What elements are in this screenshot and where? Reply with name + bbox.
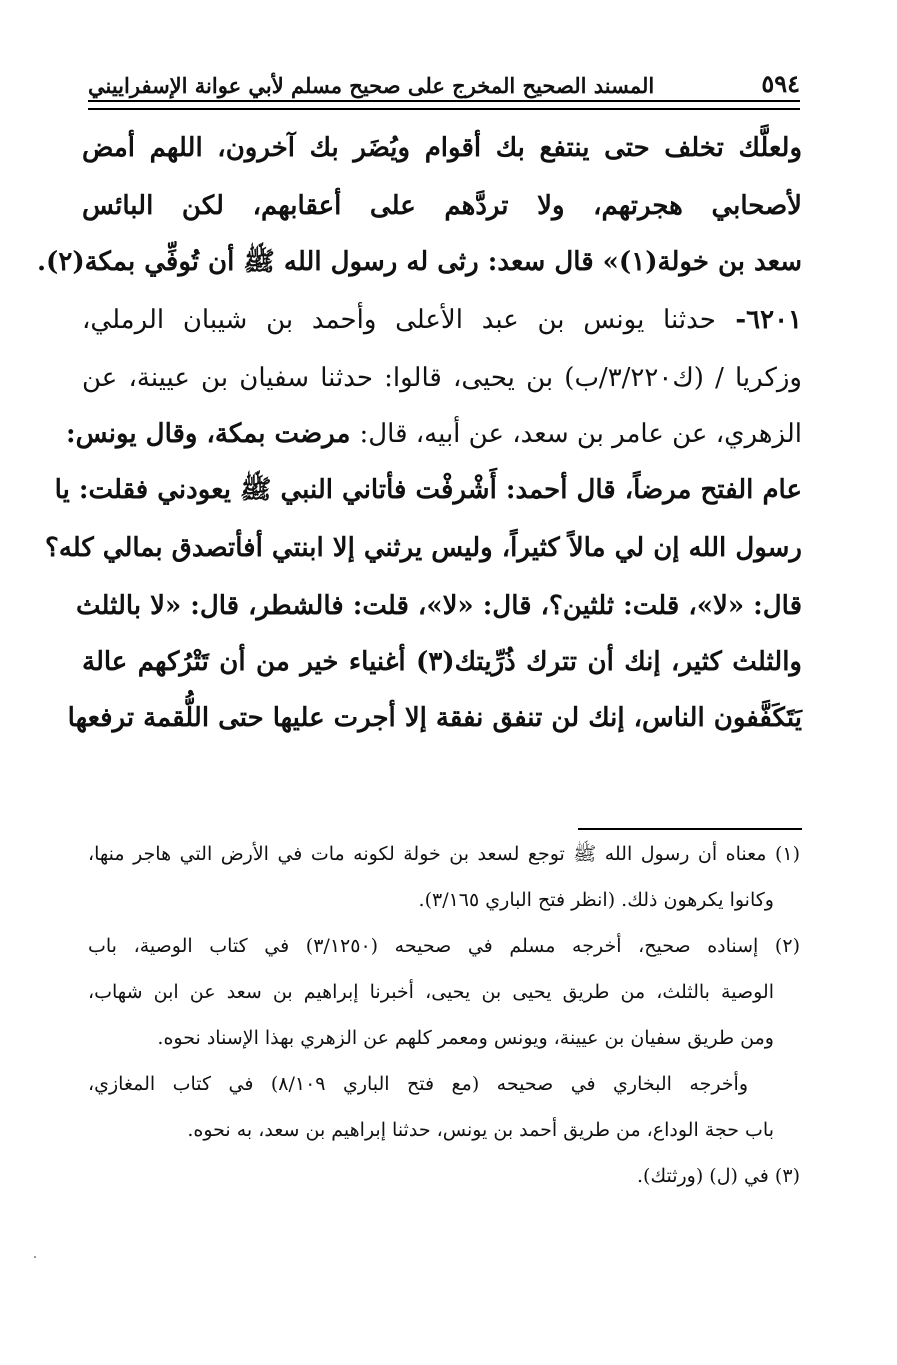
main-line-6 <box>65 406 802 462</box>
main-line-4 <box>82 292 802 348</box>
footnote-separator <box>578 828 802 830</box>
footnote-3-line-1: (٣) في (ل) (ورثتك). <box>637 1165 800 1187</box>
main-line-9: قال: «لا»، قلت: ثلثين؟، قال: «لا»، قلت: فالشطر، قال: «لا بالثلث <box>76 591 802 621</box>
header-rule <box>88 100 800 110</box>
main-line-3: سعد بن خولة(١)» قال سعد: رثى له رسول الله ﷺ أن تُوفِّي بمكة(٢). <box>36 247 802 277</box>
main-line-5: وزكريا / (ك٣/٢٢٠/ب) بن يحيى، قالوا: حدثنا سفيان بن عيينة، عن <box>82 363 802 393</box>
main-line-11: يَتَكَفَّفون الناس، إنك لن تنفق نفقة إلا أجرت عليها حتى اللُّقمة ترفعها <box>67 703 802 733</box>
footnote-2-line-5: باب حجة الوداع، من طريق أحمد بن يونس، حدثنا إبراهيم بن سعد، به نحوه. <box>187 1119 774 1141</box>
main-line-8: رسول الله إن لي مالاً كثيراً، وليس يرثني إلا ابنتي أفأتصدق بمالي كله؟ <box>45 533 802 563</box>
main-line-2: لأصحابي هجرتهم، ولا تردَّهم على أعقابهم، لكن البائس <box>82 191 802 221</box>
main-line-1: ولعلَّك تخلف حتى ينتفع بك أقوام ويُضَر بك آخرون، اللهم أمض <box>82 133 802 163</box>
footnote-2-line-3: ومن طريق سفيان بن عيينة، ويونس ومعمر كلهم عن الزهري بهذا الإسناد نحوه. <box>157 1027 774 1049</box>
page-number: ٥٩٤ <box>761 69 800 98</box>
footnote-2-line-1: (٢) إسناده صحيح، أخرجه مسلم في صحيحه (٣/١٢٥٠) في كتاب الوصية، باب <box>88 935 800 957</box>
isnad-text-continued: الزهري، عن عامر بن سعد، عن أبيه، قال: <box>359 419 802 449</box>
footnote-2-line-2: الوصية بالثلث، من طريق يحيى بن يحيى، أخبرنا إبراهيم بن سعد عن ابن شهاب، <box>88 981 774 1003</box>
book-title: المسند الصحيح المخرج على صحيح مسلم لأبي عوانة الإسفراييني <box>88 73 655 98</box>
main-line-10: والثلث كثير، إنك أن تترك ذُرِّيتك(٣) أغنياء خير من أن تَتْرُكهم عالة <box>82 647 802 677</box>
footnote-1-line-2: وكانوا يكرهون ذلك. (انظر فتح الباري ٣/١٦٥). <box>418 889 774 911</box>
main-line-7: عام الفتح مرضاً، قال أحمد: أَشْرفْت فأتاني النبي ﷺ يعودني فقلت: يا <box>54 475 802 505</box>
footnote-1-line-1: (١) معناه أن رسول الله ﷺ توجع لسعد بن خولة لكونه مات في الأرض التي هاجر منها، <box>88 843 800 865</box>
isnad-text: حدثنا يونس بن عبد الأعلى وأحمد بن شيبان الرملي، <box>82 305 716 335</box>
hadith-number: ٦٢٠١- <box>735 305 802 335</box>
page-header <box>88 58 800 98</box>
matn-start: مرضت بمكة، وقال يونس: <box>65 419 351 449</box>
footnote-2-line-4: وأخرجه البخاري في صحيحه (مع فتح الباري ٨/١٠٩) في كتاب المغازي، <box>88 1073 748 1095</box>
scan-speck <box>34 1256 36 1258</box>
